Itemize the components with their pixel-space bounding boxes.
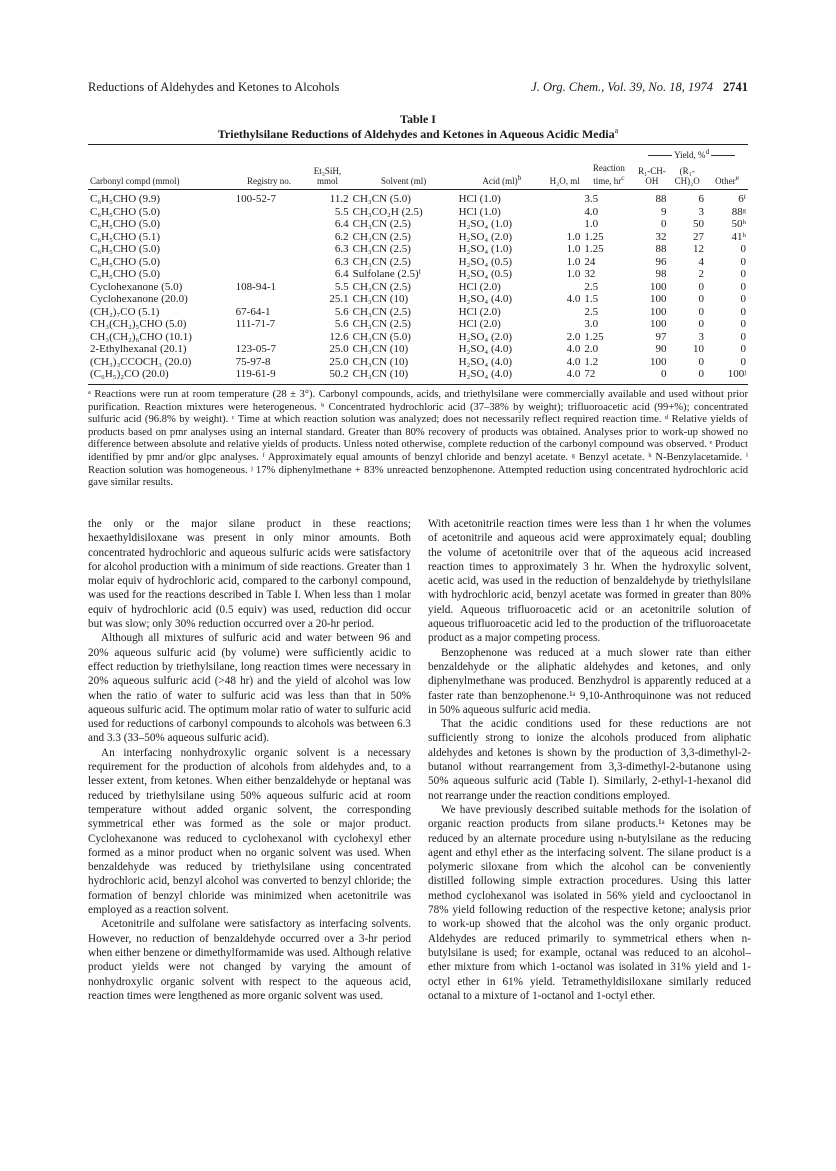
cell-other: 0: [740, 355, 746, 368]
cell-solvent: CH₃CN (2.5): [352, 305, 411, 318]
cell-solvent: CH₃CN (2.5): [352, 243, 411, 255]
table-row: [88, 218, 748, 231]
cell-registry: [234, 243, 305, 256]
cell-compound: C₆H₅CHO (5.0): [90, 268, 161, 280]
cell-compound: (C₆H₅)₂CO (20.0): [88, 368, 234, 384]
cell-registry: 108-94-1: [235, 280, 276, 293]
cell-time: 4.0: [584, 205, 599, 218]
cell-alcohol: 9: [660, 205, 667, 218]
cell-registry: 75-97-8: [235, 355, 271, 368]
col-header-compound: Carbonyl compd (mmol): [88, 163, 234, 190]
cell-silane: 6.2: [334, 230, 349, 243]
table-row: [88, 343, 748, 356]
cell-time: 3.0: [584, 318, 599, 330]
col-header-other-text: Other: [715, 176, 736, 186]
cell-time: 1.5: [584, 293, 599, 305]
table-row: [88, 256, 748, 269]
cell-acid: HCl (2.0): [458, 280, 501, 293]
cell-compound: C₆H₅CHO (5.0): [90, 205, 161, 218]
cell-registry: [234, 231, 305, 244]
table-title-text: Triethylsilane Reductions of Aldehydes and Ketones in Aqueous Acidic Media: [217, 127, 615, 141]
cell-acid: H₂SO₄ (4.0): [457, 368, 548, 384]
col-header-water: H₂O, ml: [547, 163, 582, 190]
cell-ether: 0: [698, 280, 704, 293]
cell-compound: C₆H₅CHO (5.0): [90, 243, 161, 255]
cell-time: 1.0: [584, 218, 599, 230]
cell-other: 0: [740, 255, 746, 268]
col-header-time-note: c: [621, 173, 625, 182]
body-column-left: [88, 517, 411, 1003]
cell-time: 24: [584, 255, 596, 268]
paragraph: We have previously described suitable methods for the isolation of organic reaction products from silane products.¹ᵃ Ketones may be reduced by an alternate procedure using n-butylsilane as the reducing agent and ethyl ether as the interfacing solvent. The silane product is a polymeric siloxane from which the alcohol can be conveniently distilled following simple extraction procedures. Using this latter method cyclohexanol was isolated in 56% yield and cyclooctanol in 78% yield following reduction of the respective ketone; analysis prior to work-up showed that the alcohol was the only organic product. Aldehydes are reduced primarily to symmetrical ethers when n-butylsilane is used; for example, octanal was reduced to an alcohol–ether mixture from which 1-octanol was isolated in 31% yield and 1-octyl ether in 61% yield. Tetramethyldisiloxane similarly reduced octanal to a mixture of 1-octanol and 1-octyl ether.: [428, 803, 751, 1002]
cell-acid: HCl (1.0): [458, 193, 501, 205]
col-header-time: [582, 163, 635, 190]
cell-solvent: CH₃CO₂H (2.5): [352, 205, 423, 218]
cell-ether: 0: [698, 293, 704, 305]
cell-acid: H₂SO₄ (2.0): [458, 330, 513, 343]
cell-ether: 50: [693, 218, 704, 230]
yield-header-row: [88, 147, 748, 163]
cell-alcohol: 88: [655, 193, 667, 205]
cell-water: 1.0: [566, 255, 581, 268]
cell-compound: C₆H₅CHO (5.0): [90, 218, 161, 230]
cell-time: 1.2: [584, 355, 599, 368]
cell-time: 32: [584, 268, 596, 280]
yield-group-header: [635, 147, 748, 163]
cell-time: 2.0: [584, 343, 599, 355]
cell-silane: 11.2: [329, 193, 349, 205]
cell-ether: 0: [668, 368, 706, 384]
cell-registry: 123-05-7: [235, 343, 276, 355]
table-row: [88, 306, 748, 319]
cell-alcohol: 0: [660, 218, 667, 230]
paragraph: That the acidic conditions used for these reductions are not sufficiently strong to ionize the alcohols produced from aliphatic aldehydes and ketones is shown by the production of 3,3-dimethyl-2-butanol without rearrangement from 3,3-dimethyl-2-butanone using 50% aqueous sulfuric acid (Table I). Similarly, 2-ethyl-1-hexanol did not rearrange under the reaction conditions employed.: [428, 718, 751, 802]
col-header-time-text: Reaction time, hr: [592, 163, 625, 186]
cell-registry: [234, 268, 305, 281]
page-number: 2741: [723, 80, 748, 94]
cell-other: 0: [740, 293, 746, 305]
cell-alcohol: 32: [655, 230, 667, 243]
running-head: [88, 80, 748, 98]
cell-compound: Cyclohexanone (5.0): [90, 280, 183, 293]
cell-alcohol: 88: [655, 243, 667, 255]
cell-solvent: CH₃CN (2.5): [352, 318, 411, 330]
cell-water: [547, 306, 582, 319]
col-header-silane: Et₃SiH, mmol: [304, 163, 350, 190]
cell-water: 1.0: [566, 268, 581, 280]
cell-ether: 6: [698, 193, 704, 205]
cell-ether: 0: [698, 305, 704, 318]
cell-alcohol: 0: [635, 368, 668, 384]
cell-compound: (CH₃)₃CCOCH₃ (20.0): [90, 355, 192, 368]
cell-other: 0: [740, 318, 746, 330]
cell-acid: H₂SO₄ (2.0): [458, 230, 513, 243]
yield-label: Yield, %: [674, 150, 706, 160]
table-row: [88, 356, 748, 369]
col-header-ether: (R₁-CH)₂O: [668, 163, 706, 190]
cell-other: 0: [740, 343, 746, 355]
cell-silane: 6.3: [334, 243, 349, 255]
cell-other: 0: [740, 305, 746, 318]
cell-acid: H₂SO₄ (4.0): [458, 293, 513, 305]
cell-registry: 100-52-7: [235, 193, 276, 205]
cell-compound: CH₃(CH₂)₆CHO (10.1): [90, 330, 192, 343]
table-row: [88, 268, 748, 281]
body-column-right: [428, 517, 751, 1003]
cell-silane: 25.1: [329, 293, 349, 305]
cell-water: 1.0: [566, 230, 581, 243]
cell-water: [547, 318, 582, 331]
cell-alcohol: 100: [649, 355, 667, 368]
yield-note: d: [705, 147, 710, 156]
cell-solvent: CH₃CN (10): [351, 368, 457, 384]
cell-silane: 50.2: [304, 368, 350, 384]
cell-solvent: Sulfolane (2.5)ⁱ: [352, 268, 421, 280]
cell-solvent: CH₃CN (2.5): [352, 255, 411, 268]
cell-compound: (CH₂)₇CO (5.1): [90, 305, 160, 318]
cell-compound: Cyclohexanone (20.0): [90, 293, 188, 305]
cell-alcohol: 100: [649, 318, 667, 330]
col-header-other: [706, 163, 748, 190]
data-table: [88, 144, 748, 385]
paragraph: the only or the major silane product in these reactions; hexaethyldisiloxane was present in only minor amounts. Both concentrated hydrochloric and aqueous sulfuric acids were satisfactory for alcohol production with a minimum of side reactions. Greater than 1 molar equiv of hydrochloric acid, compared to the carbonyl compound, was used for the reactions described in Table I. When less than 1 molar equiv of hydrochloric acid (0.5 equiv) was used, reduction did occur but was slow; only 30% reduction occurred over a 20-hr period.: [88, 518, 411, 631]
cell-silane: 5.6: [334, 305, 349, 318]
cell-acid: H₂SO₄ (0.5): [458, 268, 513, 280]
cell-ether: 0: [698, 355, 704, 368]
cell-water: 2.0: [566, 330, 581, 343]
cell-alcohol: 90: [655, 343, 667, 355]
col-header-solvent: Solvent (ml): [351, 163, 457, 190]
col-header-acid: [457, 163, 548, 190]
table-row: [88, 318, 748, 331]
table-title-note: a: [614, 126, 619, 135]
col-header-other-note: e: [735, 173, 739, 182]
cell-registry: [234, 206, 305, 219]
running-head-title: Reductions of Aldehydes and Ketones to Alcohols: [88, 80, 340, 94]
cell-solvent: CH₃CN (10): [352, 293, 409, 305]
cell-registry: 119-61-9: [234, 368, 305, 384]
cell-solvent: CH₃CN (5.0): [352, 193, 411, 205]
cell-water: 4.0: [566, 343, 581, 355]
col-header-alcohol: R₁-CH-OH: [635, 163, 668, 190]
cell-acid: H₂SO₄ (1.0): [458, 218, 513, 230]
cell-silane: 6.3: [334, 255, 349, 268]
cell-registry: [234, 331, 305, 344]
cell-ether: 12: [693, 243, 704, 255]
cell-water: [547, 206, 582, 219]
paragraph: Acetonitrile and sulfolane were satisfactory as interfacing solvents. However, no reduction of benzaldehyde occurred over a 3-hr period when either benzene or dimethylformamide was used. Although relative product yields were not changed by varying the amount of nonhydroxylic organic solvent with respect to the aqueous acid, reaction times were lengthened as more organic solvent was used.: [88, 918, 411, 1002]
cell-time: 1.25: [584, 330, 604, 343]
cell-acid: H₂SO₄ (4.0): [458, 355, 513, 368]
cell-other: 0: [740, 280, 746, 293]
cell-silane: 5.6: [334, 318, 349, 330]
paragraph: An interfacing nonhydroxylic organic solvent is a necessary requirement for the production of alcohols from aldehydes and, to a lesser extent, from ketones. When either benzaldehyde or heptanal was reduced by triethylsilane using 50% aqueous sulfuric acid at room temperature without added organic solvent, the corresponding symmetrical ether was formed as the sole or major product. Cyclohexanone was reduced to cyclohexanol with cyclohexyl ether formed as a minor product when no organic solvent was used. When benzaldehyde was reduced by triethylsilane using concentrated hydrochloric acid, benzyl alcohol was converted to benzyl chloride; the formation of benzyl chloride was minimized when acetonitrile was employed as a reaction solvent.: [88, 746, 411, 917]
cell-acid: HCl (2.0): [458, 305, 501, 318]
cell-solvent: CH₃CN (5.0): [352, 330, 411, 343]
cell-water: 4.0: [547, 368, 582, 384]
cell-solvent: CH₃CN (10): [352, 355, 409, 368]
table-body: [88, 190, 748, 385]
cell-compound: 2-Ethylhexanal (20.1): [90, 343, 187, 355]
cell-acid: HCl (2.0): [458, 318, 501, 330]
cell-alcohol: 98: [655, 268, 667, 280]
cell-ether: 4: [698, 255, 704, 268]
cell-acid: H₂SO₄ (1.0): [458, 243, 513, 255]
cell-other: 0: [740, 330, 746, 343]
cell-silane: 6.4: [334, 218, 349, 230]
cell-other: 41ʰ: [731, 230, 746, 243]
cell-alcohol: 96: [655, 255, 667, 268]
table-label: Table I: [400, 112, 436, 126]
cell-water: 4.0: [566, 355, 581, 368]
cell-acid: H₂SO₄ (4.0): [458, 343, 513, 355]
cell-other: 50ʰ: [731, 218, 746, 230]
table-row: [88, 368, 748, 384]
cell-silane: 25.0: [329, 343, 349, 355]
cell-time: 1.25: [584, 243, 604, 255]
cell-registry: 111-71-7: [235, 318, 276, 330]
cell-ether: 27: [693, 230, 704, 243]
table-footnotes: ᵃ Reactions were run at room temperature (28 ± 3°). Carbonyl compounds, acids, and triethylsilane were commercially available and used without prior purification. Reaction mixtures were heterogeneous. ᵇ Concentrated hydrochloric acid (37–38% by weight); trifluoroacetic acid (99+%); concentrated sulfuric acid (96.8% by weight). ᶜ Time at which reaction solution was analyzed; does not necessarily reflect required reaction time. ᵈ Relative yields of products based on pmr analyses using an internal standard. Greater than 80% recovery of products was obtained. Analyses prior to work-up showed no difference between absolute and relative yields of products. Unless noted otherwise, complete reduction of the carbonyl compound was observed. ᵉ Product identified by pmr and/or glpc analyses. ᶠ Approximately equal amounts of benzyl chloride and benzyl acetate. ᵍ Benzyl acetate. ʰ N-Benzylacetamide. ⁱ Reaction solution was homogeneous. ʲ 17% diphenylmethane + 83% unreacted benzophenone. Attempted reduction using concentrated hydrochloric acid gave similar results.: [88, 389, 748, 489]
table-row: [88, 206, 748, 219]
cell-other: 0: [740, 243, 746, 255]
cell-silane: 5.5: [334, 205, 349, 218]
cell-registry: [234, 218, 305, 231]
table-row: [88, 281, 748, 294]
paragraph: With acetonitrile reaction times were less than 1 hr when the volumes of acetonitrile and aqueous acid were approximately equal; doubling the volume of acetonitrile over that of the aqueous acid increased reaction times to approximately 3 hr. When the hydroxylic solvent, acetic acid, was used in the reduction of benzaldehyde by triethylsilane with hydrochloric acid, benzyl acetate was formed in greater than 80% yield. Aqueous trifluoroacetic acid or an acetonitrile solution of aqueous trifluoroacetic acid led to the production of the trifluoroacetate product as a major competing process.: [428, 518, 751, 645]
table-row: [88, 231, 748, 244]
paragraph: Benzophenone was reduced at a much slower rate than either benzaldehyde or the aliphatic aldehydes and ketones, and only diphenylmethane was produced. Benzhydrol is apparently reduced at a faster rate than benzophenone.¹ᵃ 9,10-Anthroquinone was not reduced in 50% aqueous sulfuric acid media.: [428, 646, 751, 716]
journal-citation: J. Org. Chem., Vol. 39, No. 18, 1974: [531, 80, 713, 94]
cell-ether: 0: [698, 318, 704, 330]
cell-other: 88ᵍ: [731, 205, 746, 218]
cell-ether: 3: [698, 205, 704, 218]
col-header-acid-text: Acid (ml): [482, 176, 518, 186]
cell-compound: CH₃(CH₂)₅CHO (5.0): [90, 318, 187, 330]
table-row: [88, 243, 748, 256]
cell-water: [547, 281, 582, 294]
cell-water: [547, 190, 582, 206]
cell-time: 1.25: [584, 230, 604, 243]
cell-solvent: CH₃CN (2.5): [352, 230, 411, 243]
cell-ether: 2: [698, 268, 704, 280]
cell-acid: H₂SO₄ (0.5): [458, 255, 513, 268]
cell-alcohol: 100: [649, 293, 667, 305]
table-header-row: [88, 163, 748, 190]
cell-ether: 3: [698, 330, 704, 343]
cell-alcohol: 100: [649, 305, 667, 318]
cell-ether: 10: [693, 343, 704, 355]
table-row: [88, 190, 748, 206]
cell-time: 2.5: [584, 280, 599, 293]
cell-silane: 5.5: [334, 280, 349, 293]
table-row: [88, 293, 748, 306]
cell-registry: [234, 293, 305, 306]
cell-time: 72: [582, 368, 635, 384]
cell-compound: C₆H₅CHO (5.0): [90, 255, 161, 268]
cell-other: 6ᶠ: [738, 193, 746, 205]
cell-registry: [234, 256, 305, 269]
cell-registry: 67-64-1: [235, 305, 271, 318]
col-header-registry: Registry no.: [234, 163, 305, 190]
cell-other: 0: [740, 268, 746, 280]
cell-alcohol: 100: [649, 280, 667, 293]
cell-compound: C₆H₅CHO (9.9): [90, 193, 161, 205]
table-title: [88, 126, 748, 142]
cell-silane: 12.6: [329, 330, 349, 343]
cell-compound: C₆H₅CHO (5.1): [90, 230, 161, 243]
paragraph: Although all mixtures of sulfuric acid and water between 96 and 20% aqueous sulfuric acid (by volume) were sufficiently acidic to effect reduction by triethylsilane, long reaction times were necessary in 20% aqueous sulfuric acid (>48 hr) and the yield of alcohol was low when the ratio of water to sulfuric acid was less than that in 50% aqueous sulfuric acid. The optimum molar ratio of water to sulfuric acid used for reductions of carbonyl compounds to alcohols was between 6.3 and 3.3 (33–50% aqueous sulfuric acid).: [88, 632, 411, 745]
cell-acid: HCl (1.0): [458, 205, 501, 218]
cell-solvent: CH₃CN (2.5): [352, 218, 411, 230]
cell-water: 1.0: [566, 243, 581, 255]
cell-solvent: CH₃CN (2.5): [352, 280, 411, 293]
cell-time: 2.5: [584, 305, 599, 318]
cell-other: 100ʲ: [706, 368, 748, 384]
cell-silane: 6.4: [334, 268, 349, 280]
running-head-citation: [531, 80, 748, 95]
col-header-acid-note: b: [517, 173, 522, 182]
cell-time: 3.5: [584, 193, 599, 205]
cell-alcohol: 97: [655, 330, 667, 343]
cell-water: 4.0: [566, 293, 581, 305]
table-row: [88, 331, 748, 344]
cell-solvent: CH₃CN (10): [352, 343, 409, 355]
cell-silane: 25.0: [329, 355, 349, 368]
cell-water: [547, 218, 582, 231]
